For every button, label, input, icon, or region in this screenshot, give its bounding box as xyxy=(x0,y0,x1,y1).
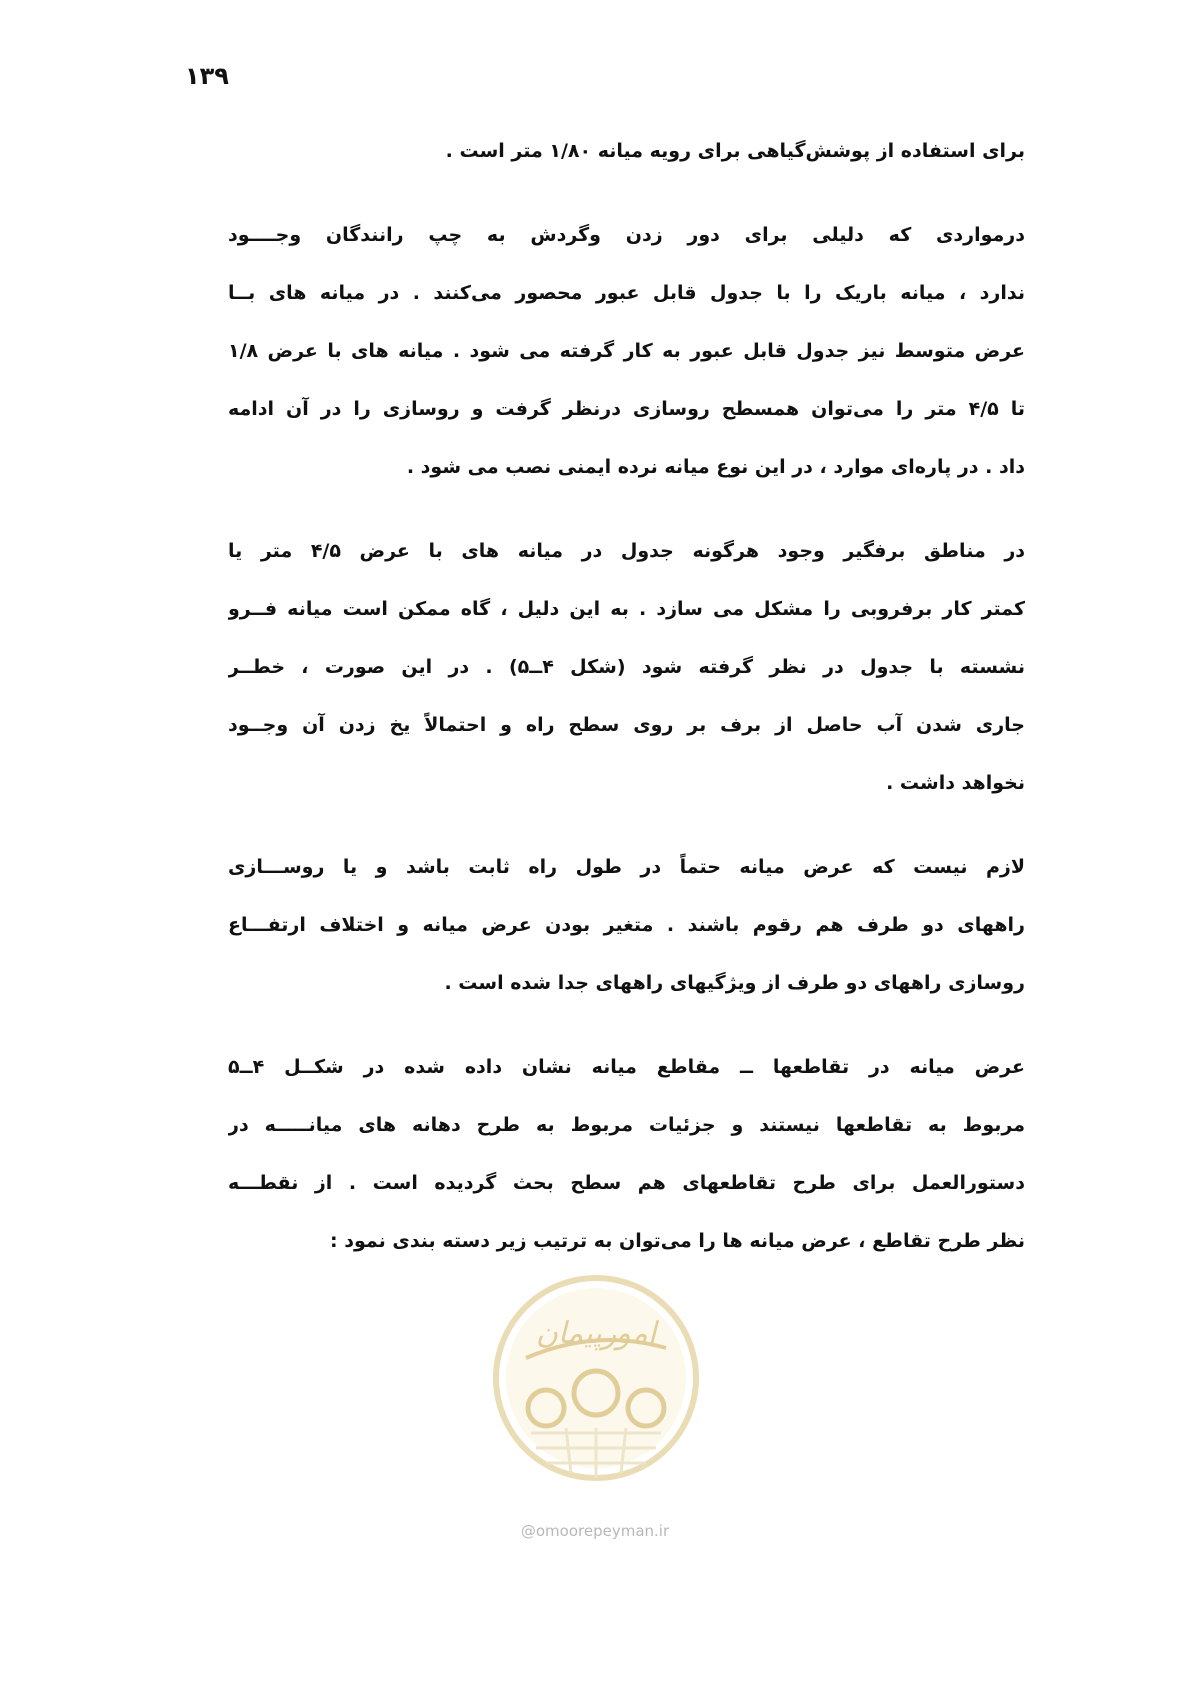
paragraph-4 xyxy=(228,838,1025,1012)
text-line: جاری شدن آب حاصل از برف بر روی سطح راه و احتمالاً یخ زدن آن وجــود xyxy=(228,714,1025,736)
text-line: راههای دو طرف هم رقوم باشند . متغیر بودن عرض میانه و اختلاف ارتفـــاع xyxy=(228,914,1025,936)
paragraph-3 xyxy=(228,522,1025,812)
text-line: درمواردی که دلیلی برای دور زدن وگردش به چپ رانندگان وجــــود xyxy=(228,224,1025,246)
text-line: برای استفاده از پوشش‌گیاهی برای رویه میانه ۱/۸۰ متر است . xyxy=(445,140,1025,162)
text-line: دستورالعمل برای طرح تقاطعهای هم سطح بحث گردیده است . از نقطـــه xyxy=(228,1172,1025,1194)
text-line: ندارد ، میانه باریک را با جدول قابل عبور محصور می‌کنند . در میانه های بــا xyxy=(228,282,1025,304)
page-number: ۱۳۹ xyxy=(185,62,229,90)
watermark-logo xyxy=(486,1268,706,1508)
text-line: عرض متوسط نیز جدول قابل عبور به کار گرفته می شود . میانه های با عرض ۱/۸ xyxy=(228,340,1025,362)
text-line: لازم نیست که عرض میانه حتماً در طول راه ثابت باشد و یا روســـازی xyxy=(228,856,1025,878)
paragraph-2 xyxy=(228,206,1025,496)
text-line: کمتر کار برفروبی را مشکل می سازد . به این دلیل ، گاه ممکن است میانه فــرو xyxy=(228,598,1025,620)
paragraph-1 xyxy=(228,122,1025,180)
text-line: نخواهد داشت . xyxy=(886,772,1025,794)
text-line: داد . در پاره‌ای موارد ، در این نوع میانه نرده ایمنی نصب می شود . xyxy=(406,456,1025,478)
watermark-logo-text: امورپیمان xyxy=(535,1316,657,1351)
text-line: در مناطق برفگیر وجود هرگونه جدول در میانه های با عرض ۴/۵ متر یا xyxy=(228,540,1025,562)
text-line: عرض میانه در تقاطعها ــ مقاطع میانه نشان داده شده در شکــل ۴ــ۵ xyxy=(228,1056,1025,1078)
text-line: نشسته با جدول در نظر گرفته شود (شکل ۴ــ۵) . در این صورت ، خطــر xyxy=(228,656,1025,678)
text-line: روسازی راههای دو طرف از ویژگیهای راههای جدا شده است . xyxy=(444,972,1025,994)
watermark-url: @omoorepeyman.ir xyxy=(520,1522,670,1540)
document-body xyxy=(228,122,1025,1296)
text-line: نظر طرح تقاطع ، عرض میانه ها را می‌توان به ترتیب زیر دسته بندی نمود : xyxy=(330,1230,1025,1252)
paragraph-5 xyxy=(228,1038,1025,1270)
text-line: مربوط به تقاطعها نیستند و جزئیات مربوط به طرح دهانه های میانـــــه در xyxy=(228,1114,1025,1136)
text-line: تا ۴/۵ متر را می‌توان همسطح روسازی درنظر گرفت و روسازی را در آن ادامه xyxy=(228,398,1025,420)
